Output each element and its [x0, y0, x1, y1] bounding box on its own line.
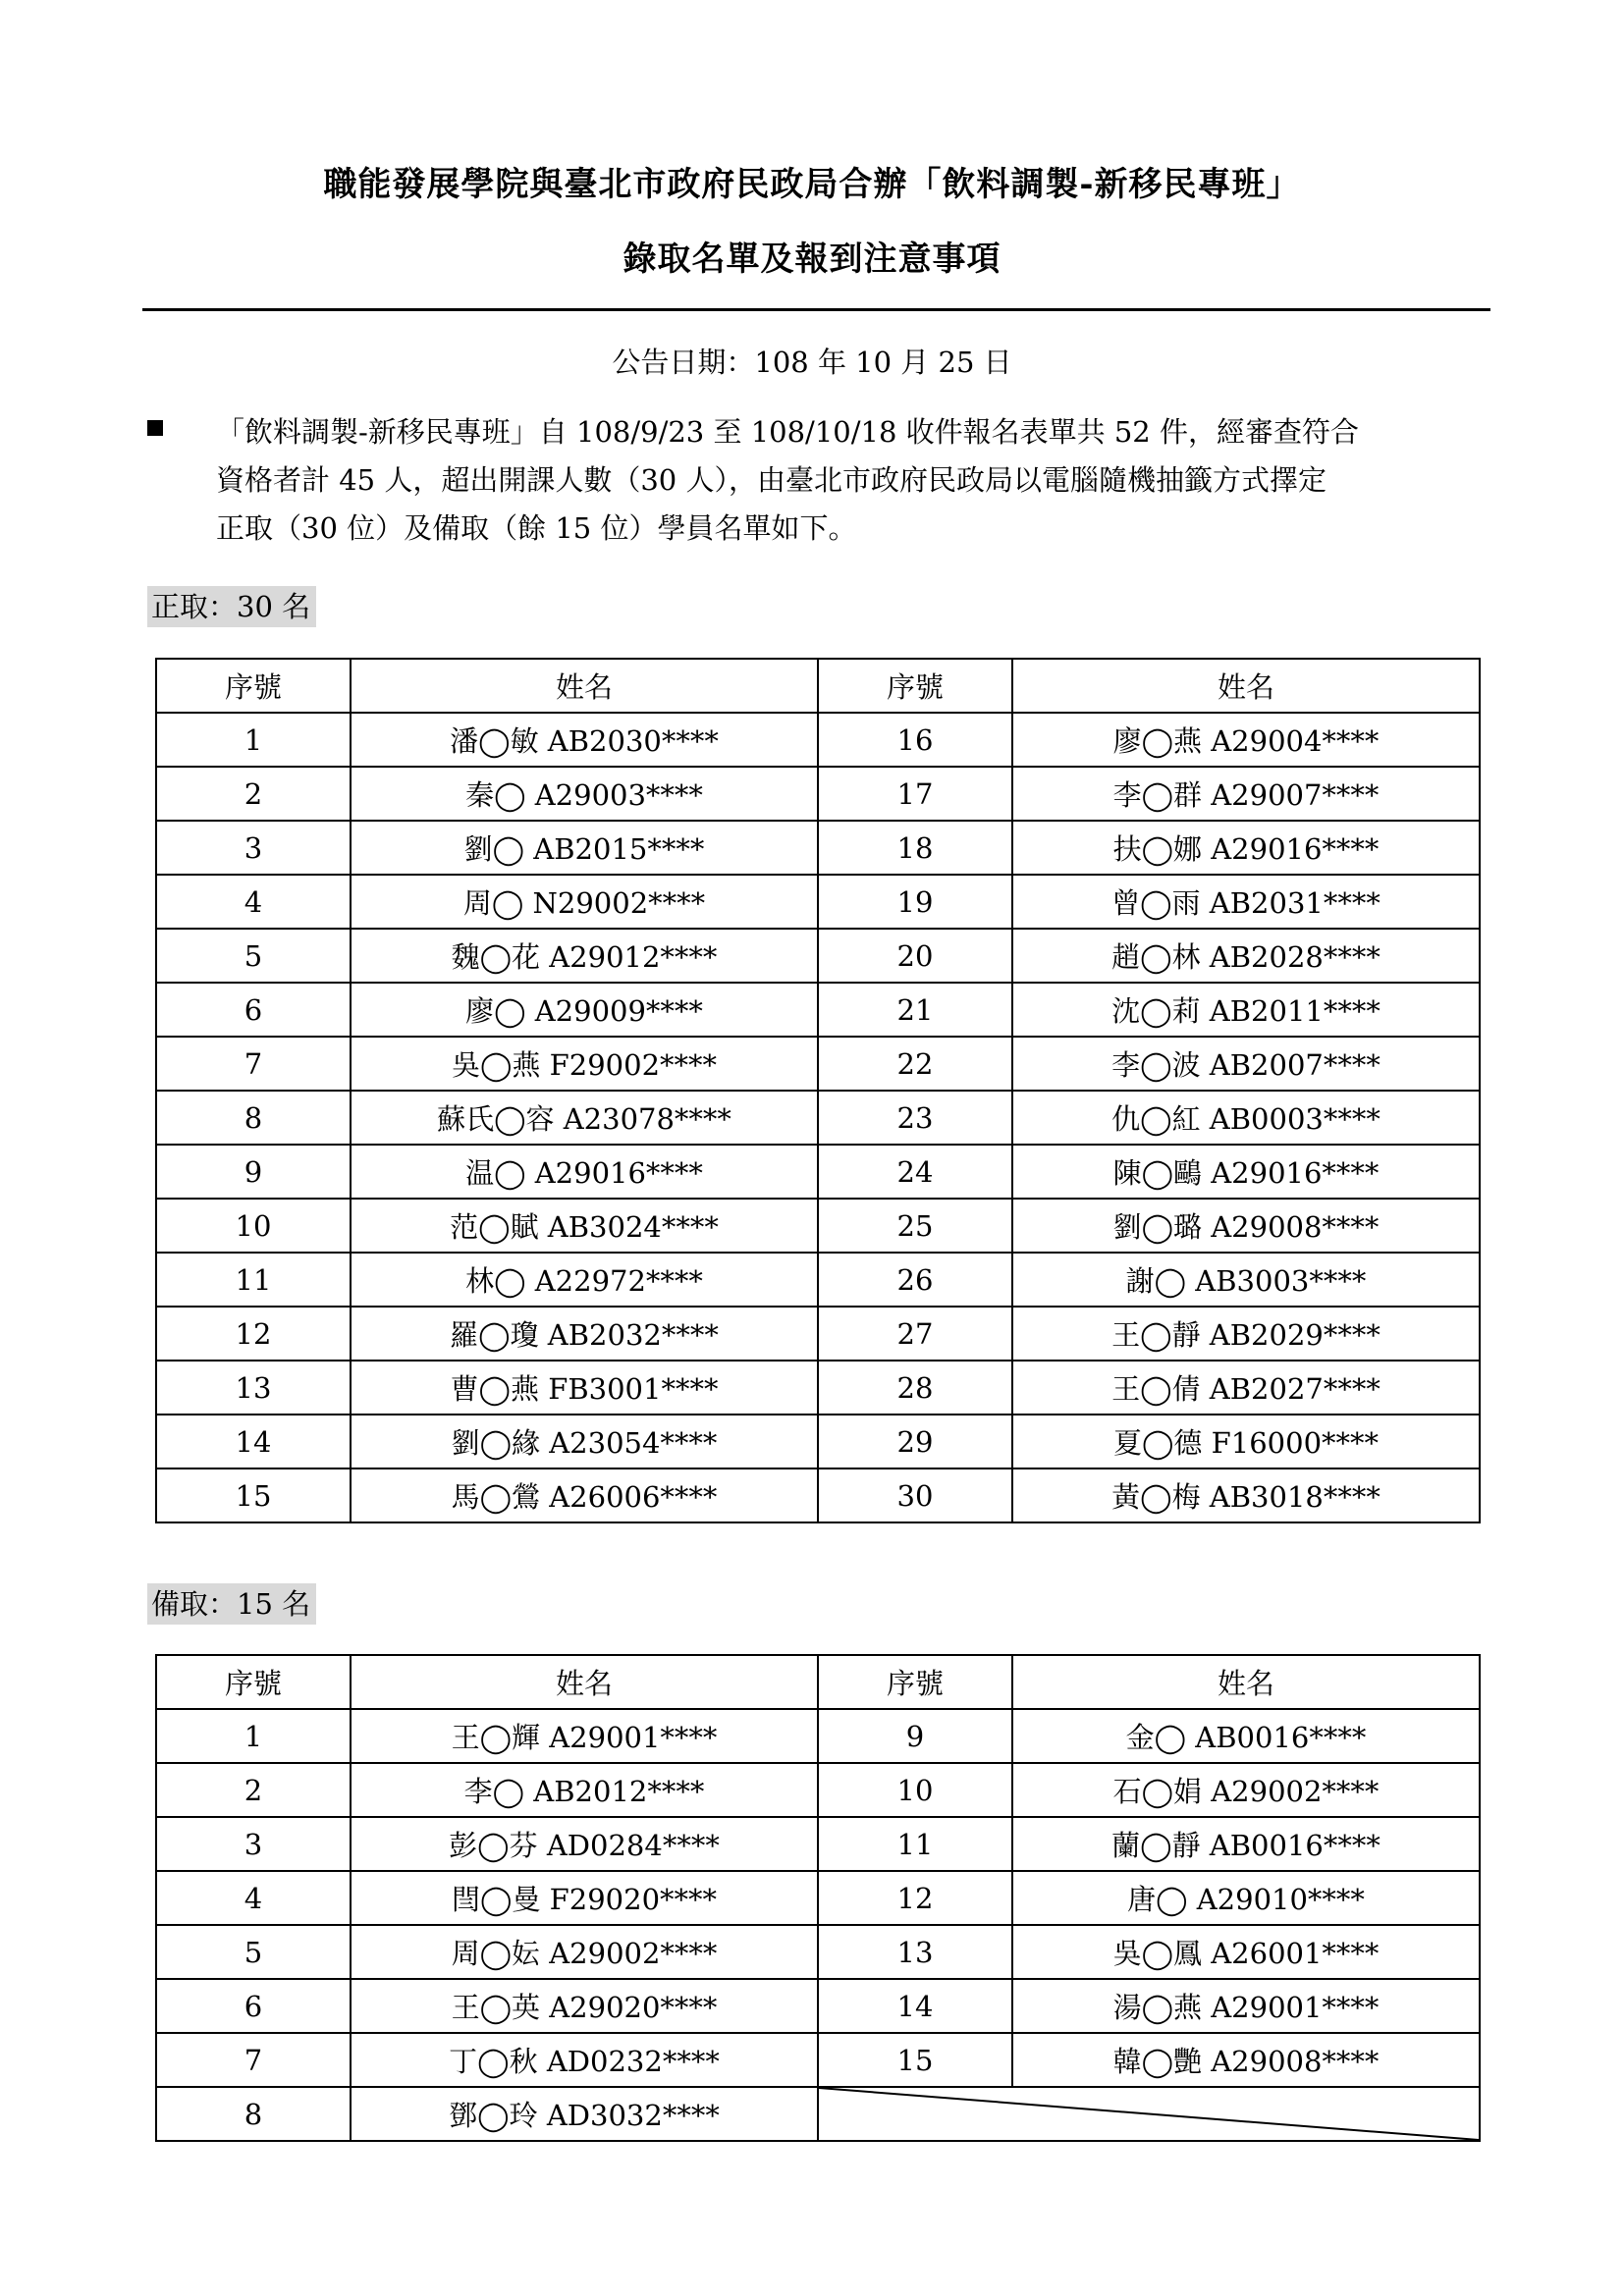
- cell-serial-no: 15: [818, 2033, 1012, 2087]
- cell-name-id: 吳◯燕 F29002****: [351, 1037, 818, 1091]
- cell-name-id: 鄧◯玲 AD3032****: [351, 2087, 818, 2141]
- admitted-table: [155, 658, 1481, 1523]
- table-row: [156, 1307, 1480, 1361]
- cell-name-id: 蘭◯靜 AB0016****: [1012, 1817, 1480, 1871]
- column-header-no: 序號: [818, 1655, 1012, 1709]
- cell-name-id: 李◯波 AB2007****: [1012, 1037, 1480, 1091]
- cell-serial-no: 8: [156, 1091, 351, 1145]
- table-row: [156, 1709, 1480, 1763]
- table-header-row: [156, 1655, 1480, 1709]
- cell-name-id: 湯◯燕 A29001****: [1012, 1979, 1480, 2033]
- column-header-name: 姓名: [351, 659, 818, 713]
- table-row: [156, 929, 1480, 983]
- cell-serial-no: 12: [818, 1871, 1012, 1925]
- cell-serial-no: 21: [818, 983, 1012, 1037]
- cell-name-id: 李◯群 A29007****: [1012, 767, 1480, 821]
- cell-serial-no: 2: [156, 767, 351, 821]
- cell-serial-no: 9: [818, 1709, 1012, 1763]
- cell-serial-no: 11: [818, 1817, 1012, 1871]
- table-row: [156, 1361, 1480, 1415]
- cell-serial-no: 18: [818, 821, 1012, 875]
- cell-serial-no: 6: [156, 1979, 351, 2033]
- waitlist-label: 備取：15 名: [147, 1583, 316, 1625]
- cell-name-id: 陳◯鷗 A29016****: [1012, 1145, 1480, 1199]
- cell-serial-no: 7: [156, 2033, 351, 2087]
- cell-serial-no: 15: [156, 1468, 351, 1522]
- cell-serial-no: 2: [156, 1763, 351, 1817]
- cell-name-id: 廖◯ A29009****: [351, 983, 818, 1037]
- table-row: [156, 1817, 1480, 1871]
- table-row: [156, 983, 1480, 1037]
- table-row: [156, 1091, 1480, 1145]
- cell-name-id: 魏◯花 A29012****: [351, 929, 818, 983]
- waitlist-table: [155, 1654, 1481, 2142]
- cell-name-id: 曾◯雨 AB2031****: [1012, 875, 1480, 929]
- cell-name-id: 秦◯ A29003****: [351, 767, 818, 821]
- cell-name-id: 李◯ AB2012****: [351, 1763, 818, 1817]
- document-title: 職能發展學院與臺北市政府民政局合辦「飲料調製-新移民專班」: [323, 165, 1301, 204]
- cell-serial-no: 10: [818, 1763, 1012, 1817]
- table-row: [156, 1199, 1480, 1253]
- cell-name-id: 潘◯敏 AB2030****: [351, 713, 818, 767]
- cell-serial-no: 13: [818, 1925, 1012, 1979]
- cell-serial-no: 3: [156, 1817, 351, 1871]
- cell-name-id: 王◯輝 A29001****: [351, 1709, 818, 1763]
- cell-name-id: 林◯ A22972****: [351, 1253, 818, 1307]
- cell-serial-no: 8: [156, 2087, 351, 2141]
- cell-name-id: 夏◯德 F16000****: [1012, 1415, 1480, 1468]
- cell-name-id: 王◯靜 AB2029****: [1012, 1307, 1480, 1361]
- intro-line: 「飲料調製-新移民專班」自 108/9/23 至 108/10/18 收件報名表單共 52 件，經審查符合: [216, 415, 1359, 449]
- cell-serial-no: 12: [156, 1307, 351, 1361]
- cell-serial-no: 4: [156, 1871, 351, 1925]
- cell-name-id: 吳◯鳳 A26001****: [1012, 1925, 1480, 1979]
- cell-name-id: 趙◯林 AB2028****: [1012, 929, 1480, 983]
- cell-name-id: 仇◯紅 AB0003****: [1012, 1091, 1480, 1145]
- cell-serial-no: 3: [156, 821, 351, 875]
- cell-serial-no: 26: [818, 1253, 1012, 1307]
- cell-serial-no: 29: [818, 1415, 1012, 1468]
- cell-name-id: 沈◯莉 AB2011****: [1012, 983, 1480, 1037]
- cell-serial-no: 4: [156, 875, 351, 929]
- column-header-no: 序號: [156, 659, 351, 713]
- column-header-name: 姓名: [1012, 659, 1480, 713]
- cell-serial-no: 16: [818, 713, 1012, 767]
- cell-serial-no: 28: [818, 1361, 1012, 1415]
- cell-name-id: 范◯賦 AB3024****: [351, 1199, 818, 1253]
- title-divider: [142, 308, 1490, 311]
- cell-name-id: 王◯英 A29020****: [351, 1979, 818, 2033]
- cell-serial-no: 19: [818, 875, 1012, 929]
- cell-serial-no: 23: [818, 1091, 1012, 1145]
- table-row: [156, 767, 1480, 821]
- table-row: [156, 1037, 1480, 1091]
- cell-serial-no: 13: [156, 1361, 351, 1415]
- table-row: [156, 1979, 1480, 2033]
- table-header-row: [156, 659, 1480, 713]
- cell-name-id: 唐◯ A29010****: [1012, 1871, 1480, 1925]
- cell-name-id: 彭◯芬 AD0284****: [351, 1817, 818, 1871]
- cell-name-id: 廖◯燕 A29004****: [1012, 713, 1480, 767]
- table-row: [156, 713, 1480, 767]
- cell-name-id: 韓◯艷 A29008****: [1012, 2033, 1480, 2087]
- cell-serial-no: 5: [156, 1925, 351, 1979]
- cell-name-id: 石◯娟 A29002****: [1012, 1763, 1480, 1817]
- cell-serial-no: 20: [818, 929, 1012, 983]
- column-header-no: 序號: [818, 659, 1012, 713]
- cell-name-id: 黃◯梅 AB3018****: [1012, 1468, 1480, 1522]
- empty-cell-strikethrough: [818, 2087, 1480, 2141]
- cell-serial-no: 1: [156, 1709, 351, 1763]
- cell-name-id: 閆◯曼 F29020****: [351, 1871, 818, 1925]
- cell-serial-no: 1: [156, 713, 351, 767]
- cell-name-id: 周◯ N29002****: [351, 875, 818, 929]
- cell-serial-no: 14: [156, 1415, 351, 1468]
- cell-name-id: 王◯倩 AB2027****: [1012, 1361, 1480, 1415]
- cell-name-id: 丁◯秋 AD0232****: [351, 2033, 818, 2087]
- table-row: [156, 1763, 1480, 1817]
- cell-name-id: 劉◯緣 A23054****: [351, 1415, 818, 1468]
- cell-serial-no: 14: [818, 1979, 1012, 2033]
- cell-name-id: 謝◯ AB3003****: [1012, 1253, 1480, 1307]
- square-bullet-icon: [147, 420, 163, 436]
- table-row: [156, 875, 1480, 929]
- cell-serial-no: 25: [818, 1199, 1012, 1253]
- table-row: [156, 2033, 1480, 2087]
- cell-serial-no: 10: [156, 1199, 351, 1253]
- cell-name-id: 温◯ A29016****: [351, 1145, 818, 1199]
- cell-serial-no: 5: [156, 929, 351, 983]
- cell-name-id: 曹◯燕 FB3001****: [351, 1361, 818, 1415]
- intro-paragraph: [216, 408, 1492, 553]
- intro-line: 資格者計 45 人，超出開課人數（30 人），由臺北市政府民政局以電腦隨機抽籤方式擇定: [216, 463, 1326, 497]
- cell-serial-no: 30: [818, 1468, 1012, 1522]
- cell-serial-no: 6: [156, 983, 351, 1037]
- column-header-name: 姓名: [1012, 1655, 1480, 1709]
- cell-serial-no: 9: [156, 1145, 351, 1199]
- cell-serial-no: 7: [156, 1037, 351, 1091]
- table-row: [156, 1468, 1480, 1522]
- table-row: [156, 1925, 1480, 1979]
- cell-name-id: 金◯ AB0016****: [1012, 1709, 1480, 1763]
- admitted-label: 正取：30 名: [147, 586, 316, 627]
- cell-name-id: 羅◯瓊 AB2032****: [351, 1307, 818, 1361]
- table-row: [156, 821, 1480, 875]
- cell-serial-no: 24: [818, 1145, 1012, 1199]
- table-row: [156, 1415, 1480, 1468]
- table-row: [156, 2087, 1480, 2141]
- cell-name-id: 劉◯璐 A29008****: [1012, 1199, 1480, 1253]
- cell-serial-no: 27: [818, 1307, 1012, 1361]
- column-header-name: 姓名: [351, 1655, 818, 1709]
- table-row: [156, 1253, 1480, 1307]
- announcement-date: 公告日期：108 年 10 月 25 日: [612, 346, 1012, 379]
- cell-name-id: 馬◯鶯 A26006****: [351, 1468, 818, 1522]
- cell-serial-no: 11: [156, 1253, 351, 1307]
- document-subtitle: 錄取名單及報到注意事項: [623, 240, 1001, 279]
- intro-line: 正取（30 位）及備取（餘 15 位）學員名單如下。: [216, 511, 857, 545]
- cell-serial-no: 22: [818, 1037, 1012, 1091]
- cell-serial-no: 17: [818, 767, 1012, 821]
- table-row: [156, 1871, 1480, 1925]
- cell-name-id: 扶◯娜 A29016****: [1012, 821, 1480, 875]
- column-header-no: 序號: [156, 1655, 351, 1709]
- table-row: [156, 1145, 1480, 1199]
- cell-name-id: 周◯妘 A29002****: [351, 1925, 818, 1979]
- cell-name-id: 蘇氏◯容 A23078****: [351, 1091, 818, 1145]
- cell-name-id: 劉◯ AB2015****: [351, 821, 818, 875]
